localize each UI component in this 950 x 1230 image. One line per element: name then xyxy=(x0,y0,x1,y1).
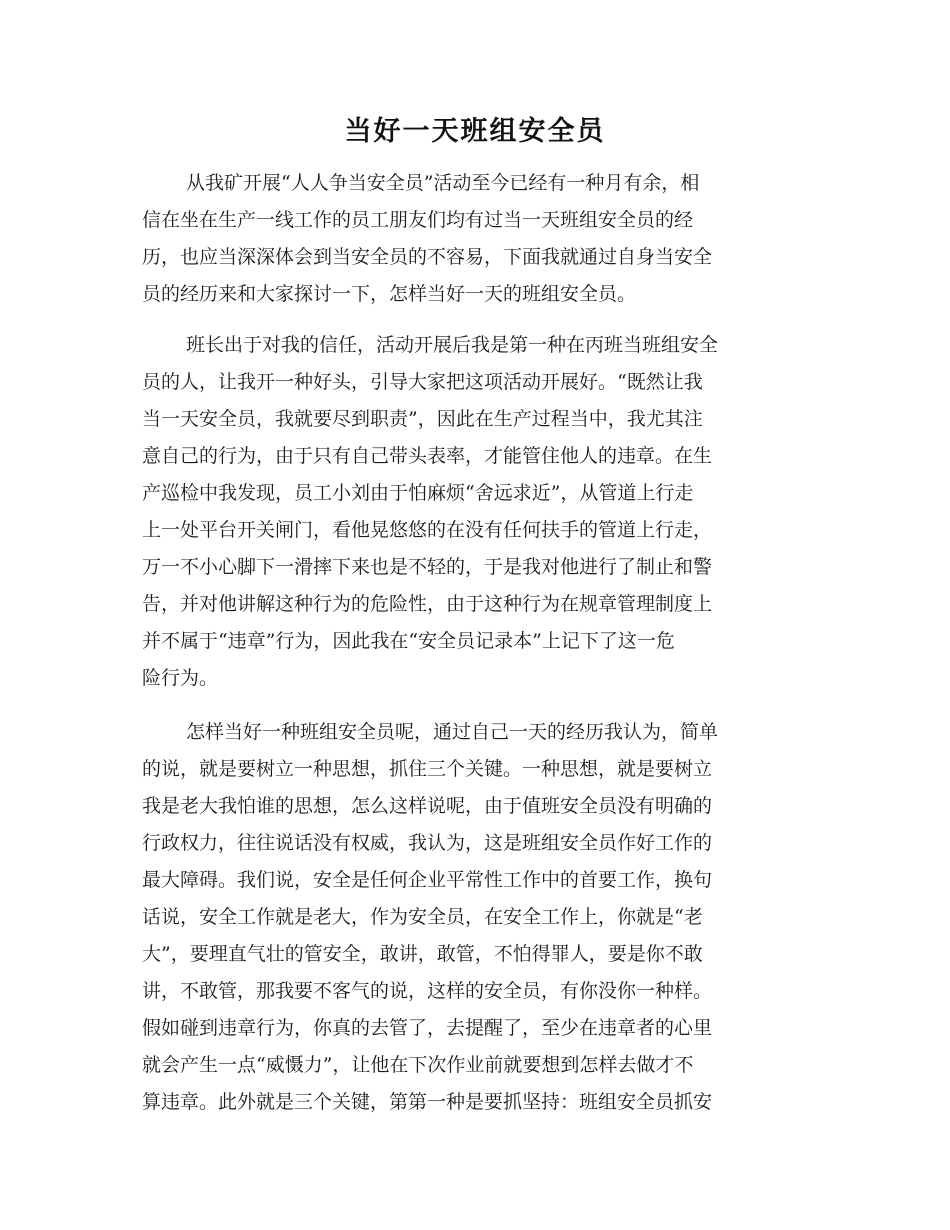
paragraph-line: 我是老大我怕谁的思想，怎么这样说呢，由于值班安全员没有明确的 xyxy=(142,795,713,817)
paragraph-line: 历，也应当深深体会到当安全员的不容易，下面我就通过自身当安全 xyxy=(142,246,713,268)
document-title: 当好一天班组安全员 xyxy=(344,116,606,147)
paragraph-line: 上一处平台开关闸门，看他晃悠悠的在没有任何扶手的管道上行走， xyxy=(142,519,713,541)
paragraph-3 xyxy=(142,714,794,1121)
paragraph-line: 从我矿开展“人人争当安全员”活动至今已经有一种月有余，相 xyxy=(186,172,700,194)
paragraph-line: 员的经历来和大家探讨一下，怎样当好一天的班组安全员。 xyxy=(142,283,637,305)
paragraph-line: 假如碰到违章行为，你真的去管了，去提醒了，至少在违章者的心里 xyxy=(142,1017,713,1039)
paragraph-line: 大”，要理直气壮的管安全，敢讲，敢管，不怕得罪人，要是你不敢 xyxy=(142,943,703,965)
paragraph-line: 告，并对他讲解这种行为的危险性，由于这种行为在规章管理制度上 xyxy=(142,593,713,615)
paragraph-line: 产巡检中我发现，员工小刘由于怕麻烦“舍远求近”，从管道上行走 xyxy=(142,482,694,504)
paragraph-line: 行政权力，往往说话没有权威，我认为，这是班组安全员作好工作的 xyxy=(142,832,713,854)
paragraph-line: 意自己的行为，由于只有自己带头表率，才能管住他人的违章。在生 xyxy=(142,445,713,467)
paragraph-line: 话说，安全工作就是老大，作为安全员，在安全工作上，你就是“老 xyxy=(142,906,703,928)
paragraph-line: 万一不小心脚下一滑摔下来也是不轻的，于是我对他进行了制止和警 xyxy=(142,556,713,578)
paragraph-line: 信在坐在生产一线工作的员工朋友们均有过当一天班组安全员的经 xyxy=(142,209,694,231)
paragraph-1 xyxy=(142,165,794,313)
paragraph-line: 怎样当好一种班组安全员呢，通过自己一天的经历我认为，简单 xyxy=(186,721,719,743)
paragraph-line: 算违章。此外就是三个关键，第第一种是要抓坚持：班组安全员抓安 xyxy=(142,1091,713,1113)
paragraph-line: 最大障碍。我们说，安全是任何企业平常性工作中的首要工作，换句 xyxy=(142,869,713,891)
paragraph-line: 当一天安全员，我就要尽到职责”，因此在生产过程当中，我尤其注 xyxy=(142,408,703,430)
paragraph-line: 险行为。 xyxy=(142,667,219,689)
paragraph-line: 班长出于对我的信任，活动开展后我是第一种在丙班当班组安全 xyxy=(186,334,719,356)
paragraph-2 xyxy=(142,327,794,697)
paragraph-line: 讲，不敢管，那我要不客气的说，这样的安全员，有你没你一种样。 xyxy=(142,980,713,1002)
paragraph-line: 就会产生一点“威慑力”，让他在下次作业前就要想到怎样去做才不 xyxy=(142,1054,694,1076)
paragraph-line: 并不属于“违章”行为，因此我在“安全员记录本”上记下了这一危 xyxy=(142,630,675,652)
paragraph-line: 员的人，让我开一种好头，引导大家把这项活动开展好。“既然让我 xyxy=(142,371,703,393)
paragraph-line: 的说，就是要树立一种思想，抓住三个关键。一种思想，就是要树立 xyxy=(142,758,713,780)
